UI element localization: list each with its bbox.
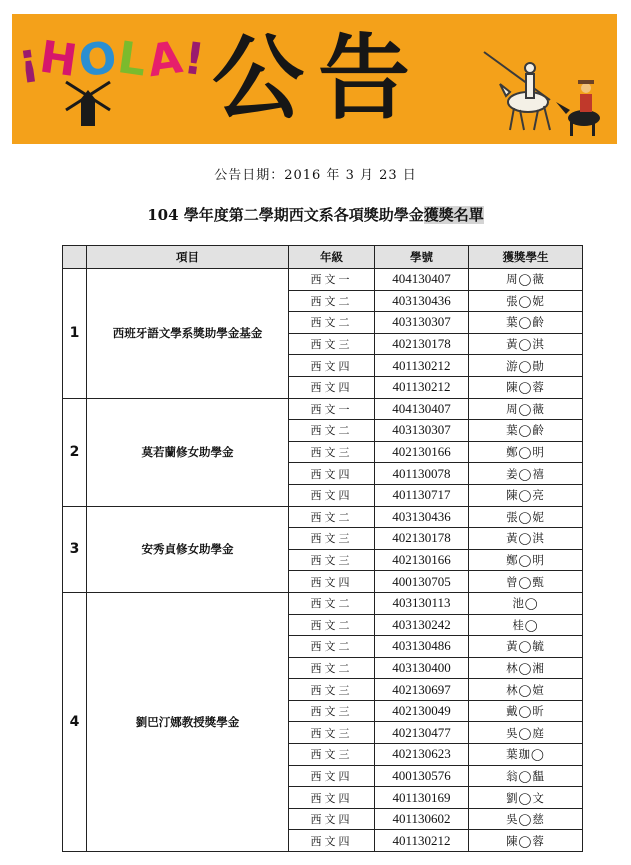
student-name: 林◯湘 [469,657,583,679]
student-id: 402130623 [375,744,469,766]
header-item: 項目 [87,246,289,269]
student-grade: 西文二 [289,420,375,442]
student-id: 404130407 [375,269,469,291]
student-id: 400130705 [375,571,469,593]
student-name: 周◯薇 [469,269,583,291]
student-id: 403130486 [375,636,469,658]
student-id: 402130049 [375,700,469,722]
student-id: 401130212 [375,376,469,398]
hola-letter: ! [180,32,210,87]
title-highlight: 獲獎名單 [423,206,484,224]
student-grade: 西文四 [289,808,375,830]
student-id: 401130717 [375,484,469,506]
student-grade: 西文一 [289,398,375,420]
student-grade: 西文二 [289,636,375,658]
student-name: 吳◯庭 [469,722,583,744]
student-grade: 西文二 [289,290,375,312]
award-list-table [62,245,583,852]
student-name: 陳◯蓉 [469,376,583,398]
student-grade: 西文三 [289,528,375,550]
student-name: 黃◯淇 [469,528,583,550]
student-id: 402130178 [375,528,469,550]
student-name: 陳◯亮 [469,484,583,506]
award-number: 1 [63,269,87,399]
header-student-id: 學號 [375,246,469,269]
student-name: 戴◯昕 [469,700,583,722]
student-grade: 西文二 [289,657,375,679]
hola-letter: ¡ [14,32,44,87]
header-banner [12,14,617,144]
notice-date: 公告日期：2016 年 3 月 23 日 [214,168,417,183]
student-name: 游◯勛 [469,355,583,377]
student-id: 402130166 [375,549,469,571]
scholarship-name: 安秀貞修女助學金 [87,506,289,592]
scholarship-name: 西班牙語文學系獎助學金基金 [87,269,289,399]
student-id: 403130436 [375,290,469,312]
hola-letter: H [36,31,83,88]
award-number: 4 [63,592,87,851]
student-id: 401130602 [375,808,469,830]
hola-letter: O [75,31,122,88]
student-name: 翁◯馧 [469,765,583,787]
table-row [63,506,583,528]
award-number: 3 [63,506,87,592]
student-name: 鄭◯明 [469,549,583,571]
student-grade: 西文三 [289,679,375,701]
student-id: 403130307 [375,420,469,442]
hola-letter: L [114,32,152,87]
student-name: 林◯媗 [469,679,583,701]
header-grade: 年級 [289,246,375,269]
student-name: 鄭◯明 [469,441,583,463]
student-grade: 西文三 [289,333,375,355]
student-id: 403130400 [375,657,469,679]
student-name: 曾◯甄 [469,571,583,593]
student-id: 401130212 [375,355,469,377]
student-grade: 西文二 [289,312,375,334]
student-id: 401130169 [375,787,469,809]
student-grade: 西文四 [289,463,375,485]
student-name: 黃◯淇 [469,333,583,355]
student-name: 姜◯禧 [469,463,583,485]
student-grade: 西文四 [289,787,375,809]
scholarship-name: 莫若蘭修女助學金 [87,398,289,506]
student-grade: 西文一 [289,269,375,291]
student-grade: 西文四 [289,376,375,398]
student-grade: 西文三 [289,744,375,766]
student-name: 張◯妮 [469,506,583,528]
student-name: 張◯妮 [469,290,583,312]
student-id: 403130113 [375,592,469,614]
student-grade: 西文三 [289,722,375,744]
student-grade: 西文二 [289,592,375,614]
student-id: 402130166 [375,441,469,463]
student-name: 葉◯齡 [469,420,583,442]
table-row [63,269,583,291]
student-id: 403130307 [375,312,469,334]
student-grade: 西文四 [289,484,375,506]
student-grade: 西文四 [289,830,375,852]
student-id: 402130477 [375,722,469,744]
student-grade: 西文四 [289,765,375,787]
don-quixote-illustration [480,44,615,144]
student-grade: 西文四 [289,355,375,377]
student-id: 402130178 [375,333,469,355]
student-id: 400130576 [375,765,469,787]
hola-letter: A [144,31,188,88]
student-id: 402130697 [375,679,469,701]
student-name: 劉◯文 [469,787,583,809]
student-id: 403130242 [375,614,469,636]
scholarship-name: 劉巴汀娜教授獎學金 [87,592,289,851]
student-name: 葉◯齡 [469,312,583,334]
student-grade: 西文三 [289,549,375,571]
award-number: 2 [63,398,87,506]
student-id: 401130212 [375,830,469,852]
student-name: 黃◯毓 [469,636,583,658]
student-grade: 西文三 [289,700,375,722]
windmill-icon [60,78,116,128]
table-header-row [63,246,583,269]
student-grade: 西文四 [289,571,375,593]
student-id: 401130078 [375,463,469,485]
document-title [0,204,631,225]
title-main: 104 學年度第二學期西文系各項獎助學金 [147,206,424,224]
table-row [63,592,583,614]
student-id: 404130407 [375,398,469,420]
hola-logo [14,31,210,88]
student-grade: 西文二 [289,614,375,636]
student-name: 陳◯蓉 [469,830,583,852]
student-name: 桂◯ [469,614,583,636]
table-row [63,398,583,420]
banner-title: 公告 [212,25,425,132]
student-name: 葉珈◯ [469,744,583,766]
student-name: 池◯ [469,592,583,614]
student-grade: 西文三 [289,441,375,463]
student-grade: 西文二 [289,506,375,528]
header-number [63,246,87,269]
student-id: 403130436 [375,506,469,528]
student-name: 吳◯慈 [469,808,583,830]
student-name: 周◯薇 [469,398,583,420]
header-winner: 獲獎學生 [469,246,583,269]
